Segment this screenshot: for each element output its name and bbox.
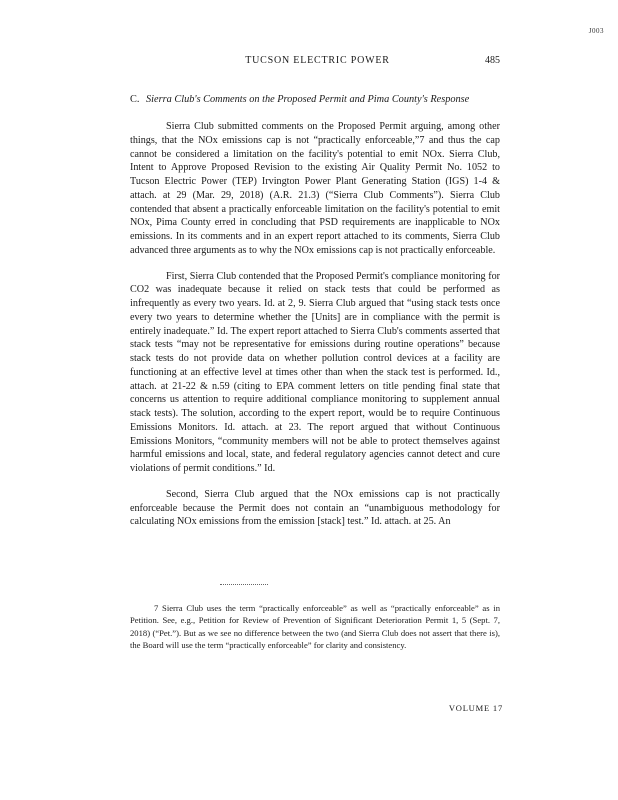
section-title: Sierra Club's Comments on the Proposed Permit and Pima County's Response (146, 94, 470, 105)
page-number: 485 (485, 55, 500, 66)
volume-footer: VOLUME 17 (448, 703, 503, 713)
section-heading (130, 94, 500, 105)
footnote-separator (220, 584, 268, 585)
document-id: J003 (588, 27, 604, 35)
paragraph-2: First, Sierra Club contended that the Proposed Permit's compliance monitoring for CO2 was inadequate because it relied on stack tests that could be performed as infrequently as every two years. Id. at 2, 9. Sierra Club argued that “using stack tests once every two years to determine whether the [Units] are in compliance with the permit is entirely inadequate.” Id. The expert report attached to Sierra Club's comments asserted that stack tests “may not be representative for emissions during routine operations” because stack tests do not provide data on whether pollution control devices at a facility are functioning at an effective level at times other than when the stack test is performed. Id., attach. at 21-22 & n.59 (citing to EPA comment letters on title pending final state that concerns us attention to require additional compliance monitoring to supplement annual stack tests). The solution, according to the expert report, would be to require Continuous Emissions Monitors. Id. attach. at 23. The report argued that without Continuous Emissions Monitors, “community members will not be able to protect themselves against harmful emissions and local, state, and federal regulatory agencies cannot detect and cure violations of permit conditions.” Id. (130, 270, 500, 474)
footnote: 7 Sierra Club uses the term “practically enforceable” as well as “practically enforceable” as in Petition. See, e.g., Petition for Review of Prevention of Significant Deterioration Permit 1, 5 (Sept. 7, 2018) (“Pet.”). But as we see no difference between the two (and Sierra Club does not assert that there is), the Board will use the term “practically enforceable” for clarity and consistency. (130, 603, 500, 650)
paragraph-3: Second, Sierra Club argued that the NOx emissions cap is not practically enforceable because the Permit does not contain an “unambiguous methodology for calculating NOx emissions from the emission [stack] test.” Id. attach. at 25. An (130, 488, 500, 528)
running-header (130, 55, 500, 66)
body-text (130, 120, 500, 541)
paragraph-1: Sierra Club submitted comments on the Proposed Permit arguing, among other things, that the NOx emissions cap is not “practically enforceable,”7 and thus the cap cannot be considered a limitation on the facility's potential to emit NOx. Sierra Club, Intent to Approve Proposed Revision to the existing Air Quality Permit No. 1052 to Tucson Electric Power (TEP) Irvington Power Plant Generating Station (IGS) 1-4 & attach. at 29 (Mar. 29, 2018) (A.R. 21.3) (“Sierra Club Comments”). Sierra Club contended that absent a practically enforceable limitation on the facility's potential to emit NOx, Pima County erred in concluding that PSD requirements are inapplicable to NOx emissions. In its comments and in an expert report attached to its comments, Sierra Club advanced three arguments as to why the NOx emissions cap is not practically enforceable. (130, 121, 500, 256)
running-title: TUCSON ELECTRIC POWER (245, 55, 390, 66)
section-letter: C. (130, 94, 140, 105)
